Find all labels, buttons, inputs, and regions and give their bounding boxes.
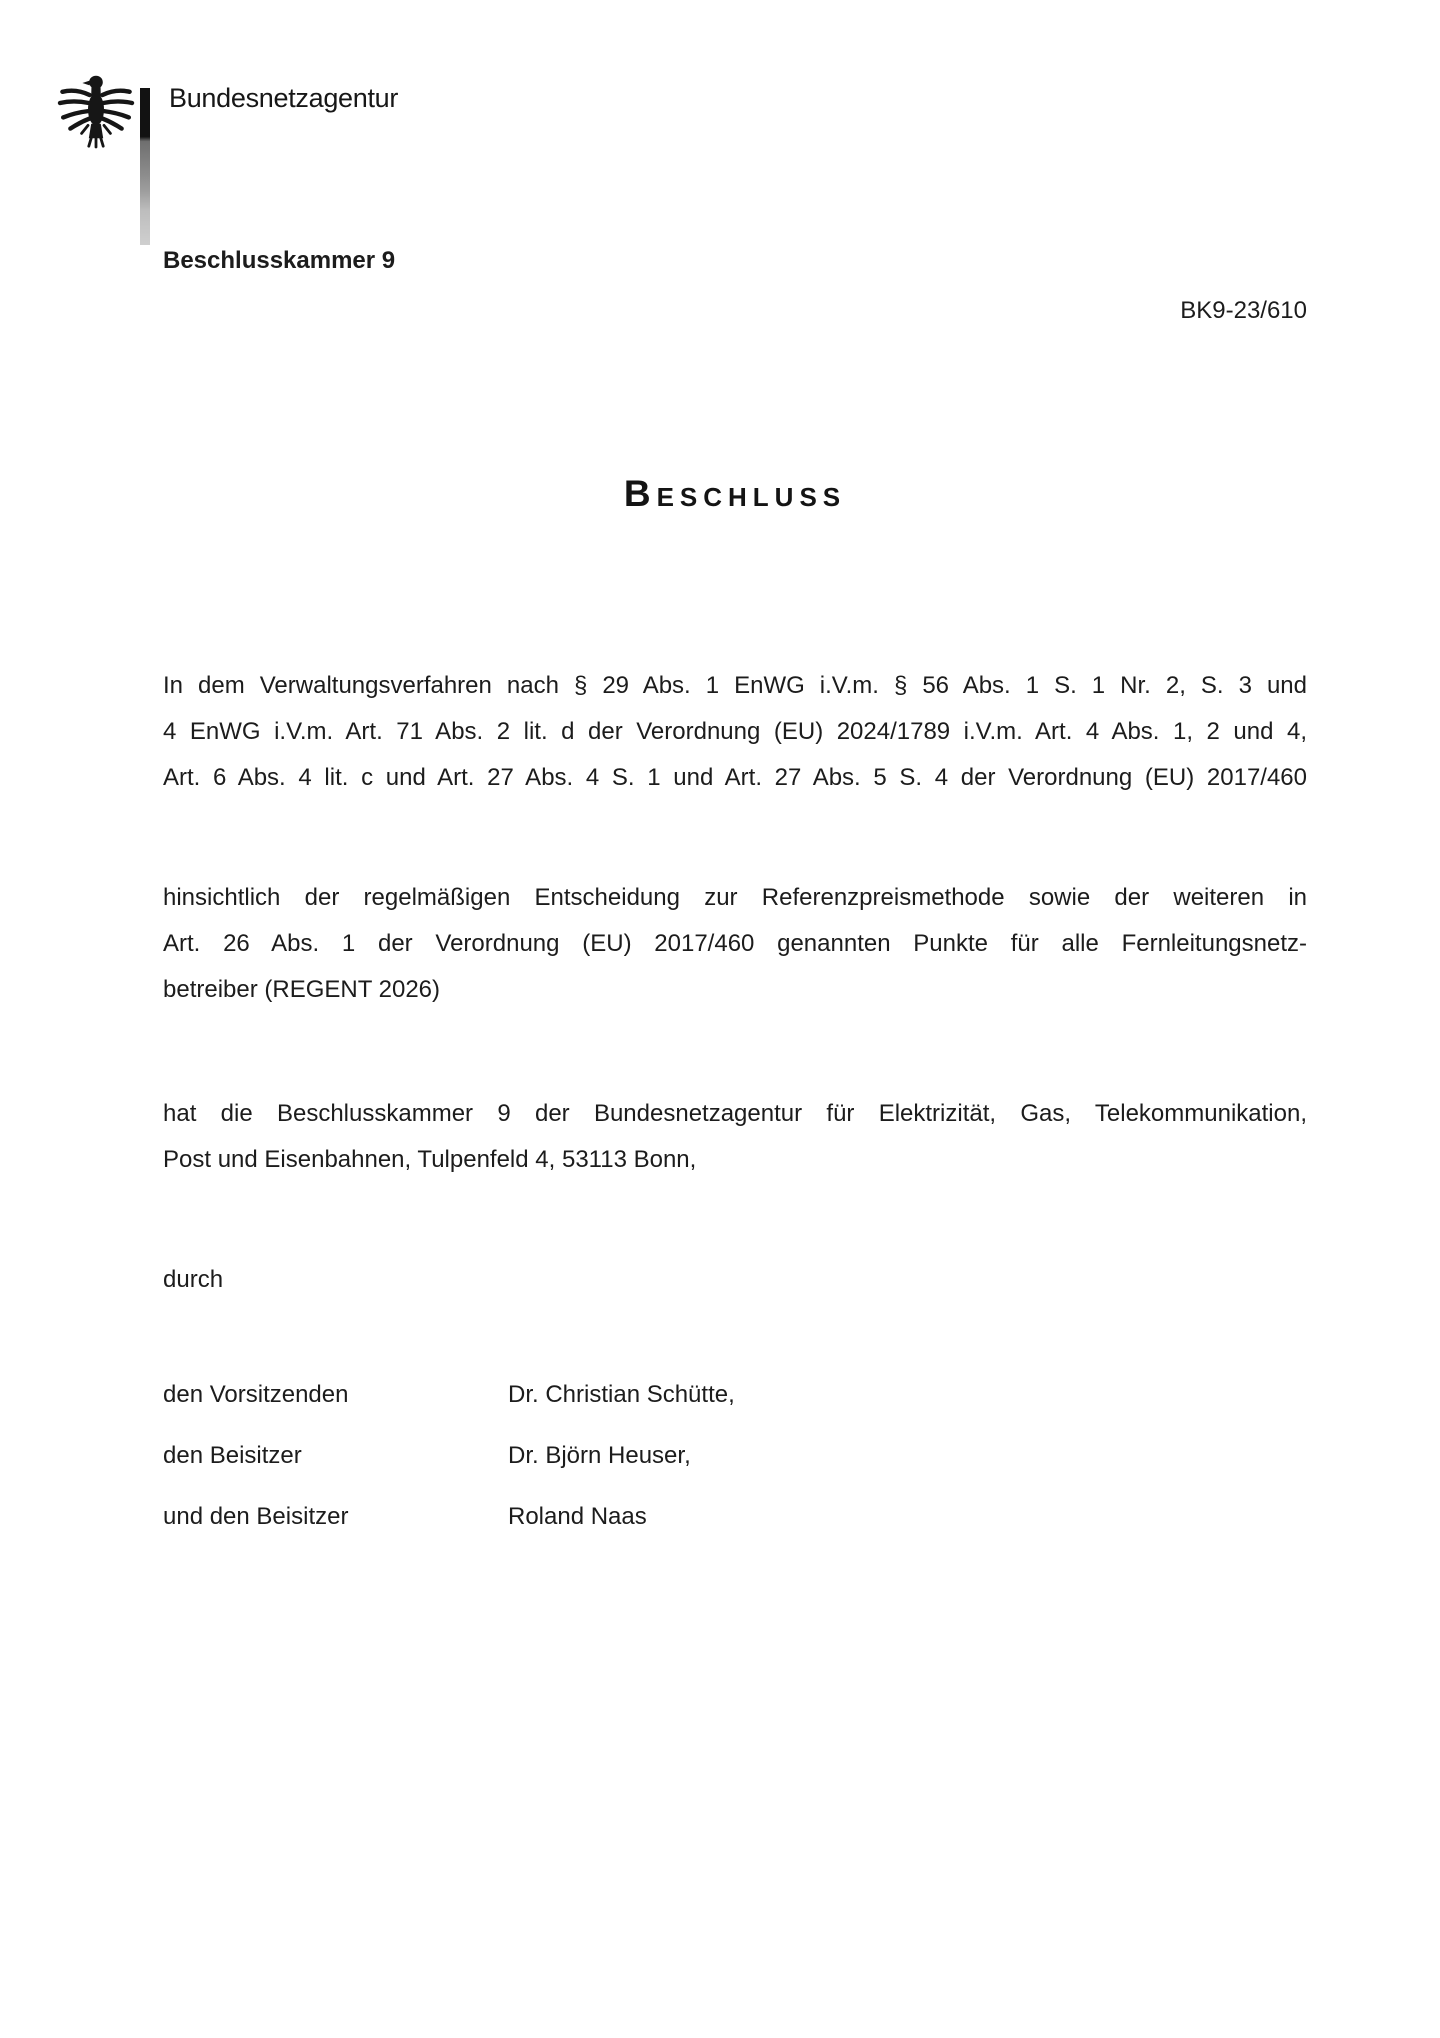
paragraph-subject (163, 875, 1307, 1013)
role-label: und den Beisitzer (163, 1503, 349, 1530)
body-line: durch (163, 1266, 224, 1293)
body-line: 4 EnWG i.V.m. Art. 71 Abs. 2 lit. d der Verordnung (EU) 2024/1789 i.V.m. Art. 4 Abs. 1, 2 und 4, (163, 718, 1307, 745)
body-line: Art. 26 Abs. 1 der Verordnung (EU) 2017/460 genannten Punkte für alle Fernleitungsnetz- (163, 930, 1307, 957)
body-line: betreiber (REGENT 2026) (163, 976, 441, 1003)
paragraph-authority (163, 1091, 1307, 1183)
case-reference: BK9-23/610 (1180, 297, 1307, 324)
member-name: Dr. Björn Heuser, (508, 1442, 691, 1469)
panel-row (163, 1494, 1307, 1540)
body-line: In dem Verwaltungsverfahren nach § 29 Abs. 1 EnWG i.V.m. § 56 Abs. 1 S. 1 Nr. 2, S. 3 und (163, 672, 1307, 699)
member-name: Roland Naas (508, 1503, 647, 1530)
member-name: Dr. Christian Schütte, (508, 1381, 735, 1408)
panel-row (163, 1433, 1307, 1479)
body-line: Art. 6 Abs. 4 lit. c und Art. 27 Abs. 4 S. 1 und Art. 27 Abs. 5 S. 4 der Verordnung (EU) 2017/460 (163, 764, 1307, 791)
role-label: den Beisitzer (163, 1442, 302, 1469)
body-line: Post und Eisenbahnen, Tulpenfeld 4, 53113 Bonn, (163, 1146, 697, 1173)
panel-row (163, 1372, 1307, 1418)
brand-wordmark: Bundesnetzagentur (169, 83, 399, 113)
role-label: den Vorsitzenden (163, 1381, 349, 1408)
paragraph-proceeding (163, 663, 1307, 801)
paragraph-durch (163, 1257, 1307, 1303)
logo-gradient-bar (140, 88, 150, 245)
panel-members (163, 1372, 1307, 1555)
federal-eagle-icon (56, 72, 136, 150)
body-line: hat die Beschlusskammer 9 der Bundesnetzagentur für Elektrizität, Gas, Telekommunikation, (163, 1100, 1307, 1127)
document-title: Beschluss (623, 473, 847, 514)
department-heading: Beschlusskammer 9 (163, 247, 396, 274)
body-line: hinsichtlich der regelmäßigen Entscheidung zur Referenzpreismethode sowie der weiteren in (163, 884, 1307, 911)
